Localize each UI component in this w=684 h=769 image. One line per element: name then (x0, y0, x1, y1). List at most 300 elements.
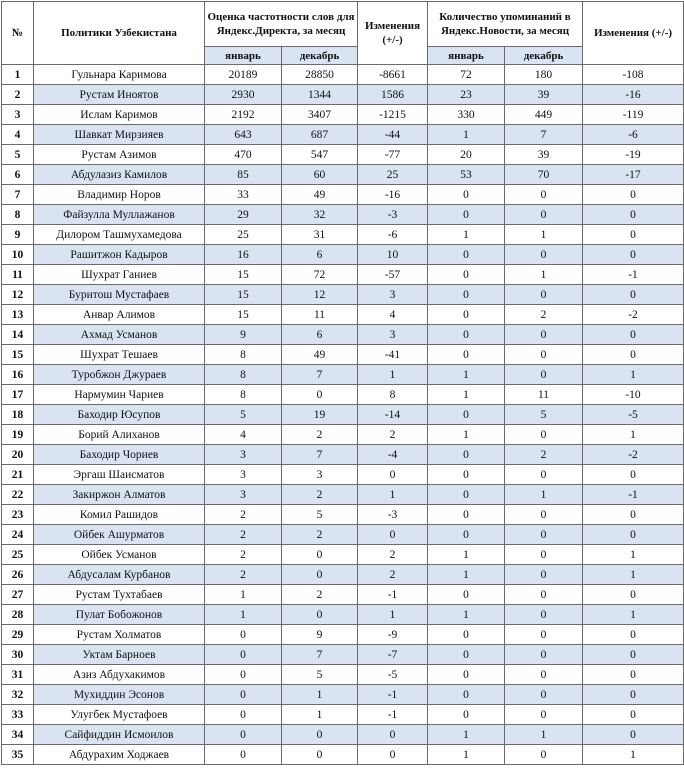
cell-news-january: 1 (428, 125, 505, 145)
cell-direct-january: 3 (205, 445, 282, 465)
cell-direct-change: 0 (358, 525, 428, 545)
cell-direct-december: 72 (282, 265, 358, 285)
cell-news-january: 72 (428, 65, 505, 85)
cell-news-change: 1 (583, 545, 684, 565)
cell-news-change: 0 (583, 345, 684, 365)
cell-name: Баходир Юсупов (34, 405, 205, 425)
cell-direct-january: 15 (205, 265, 282, 285)
table-row (2, 525, 684, 545)
cell-news-january: 1 (428, 365, 505, 385)
table-row (2, 645, 684, 665)
cell-direct-change: 1 (358, 485, 428, 505)
table-row (2, 285, 684, 305)
cell-number: 6 (2, 165, 34, 185)
cell-name: Нармумин Чариев (34, 385, 205, 405)
cell-news-change: 0 (583, 625, 684, 645)
cell-news-december: 0 (505, 625, 583, 645)
cell-direct-december: 547 (282, 145, 358, 165)
cell-direct-change: -4 (358, 445, 428, 465)
cell-news-january: 23 (428, 85, 505, 105)
cell-direct-change: -1 (358, 585, 428, 605)
table-row (2, 265, 684, 285)
cell-number: 3 (2, 105, 34, 125)
cell-direct-december: 2 (282, 425, 358, 445)
cell-number: 5 (2, 145, 34, 165)
table-row (2, 665, 684, 685)
cell-name: Файзулла Муллажанов (34, 205, 205, 225)
cell-direct-january: 25 (205, 225, 282, 245)
cell-direct-change: -3 (358, 205, 428, 225)
cell-number: 28 (2, 605, 34, 625)
cell-direct-january: 643 (205, 125, 282, 145)
header-change-news: Изменения (+/-) (583, 2, 684, 65)
cell-direct-change: -57 (358, 265, 428, 285)
cell-news-december: 1 (505, 265, 583, 285)
header-number: № (2, 2, 34, 65)
cell-direct-december: 0 (282, 545, 358, 565)
cell-number: 31 (2, 665, 34, 685)
cell-name: Закиржон Алматов (34, 485, 205, 505)
cell-number: 8 (2, 205, 34, 225)
cell-direct-december: 3407 (282, 105, 358, 125)
cell-direct-december: 6 (282, 245, 358, 265)
table-row (2, 465, 684, 485)
cell-news-change: 1 (583, 745, 684, 765)
cell-direct-change: -16 (358, 185, 428, 205)
cell-news-january: 0 (428, 205, 505, 225)
cell-news-january: 1 (428, 725, 505, 745)
cell-direct-december: 12 (282, 285, 358, 305)
cell-number: 1 (2, 65, 34, 85)
cell-news-change: 0 (583, 665, 684, 685)
cell-name: Рустам Холматов (34, 625, 205, 645)
cell-news-december: 5 (505, 405, 583, 425)
cell-news-january: 0 (428, 525, 505, 545)
cell-direct-january: 5 (205, 405, 282, 425)
cell-news-january: 0 (428, 185, 505, 205)
table-row (2, 385, 684, 405)
table-row (2, 545, 684, 565)
table-row (2, 345, 684, 365)
cell-name: Рустам Тухтабаев (34, 585, 205, 605)
cell-news-december: 7 (505, 125, 583, 145)
cell-direct-january: 2192 (205, 105, 282, 125)
cell-news-change: 0 (583, 245, 684, 265)
cell-direct-december: 5 (282, 665, 358, 685)
table-row (2, 145, 684, 165)
cell-direct-december: 3 (282, 465, 358, 485)
table-row (2, 585, 684, 605)
cell-direct-change: 25 (358, 165, 428, 185)
cell-news-december: 0 (505, 345, 583, 365)
cell-news-january: 1 (428, 745, 505, 765)
cell-news-january: 330 (428, 105, 505, 125)
cell-news-january: 0 (428, 445, 505, 465)
cell-direct-change: -14 (358, 405, 428, 425)
cell-direct-december: 60 (282, 165, 358, 185)
cell-news-change: 1 (583, 425, 684, 445)
cell-direct-december: 0 (282, 725, 358, 745)
cell-number: 11 (2, 265, 34, 285)
cell-direct-january: 0 (205, 725, 282, 745)
cell-news-december: 449 (505, 105, 583, 125)
cell-direct-december: 2 (282, 585, 358, 605)
cell-number: 9 (2, 225, 34, 245)
table-row (2, 745, 684, 765)
cell-news-january: 0 (428, 485, 505, 505)
cell-direct-change: 0 (358, 725, 428, 745)
cell-news-december: 0 (505, 565, 583, 585)
cell-name: Абдусалам Курбанов (34, 565, 205, 585)
cell-news-december: 0 (505, 705, 583, 725)
cell-direct-december: 49 (282, 345, 358, 365)
cell-news-january: 1 (428, 605, 505, 625)
cell-news-change: 0 (583, 285, 684, 305)
cell-number: 17 (2, 385, 34, 405)
cell-news-december: 11 (505, 385, 583, 405)
cell-number: 10 (2, 245, 34, 265)
header-yandex-direct: Оценка частотности слов для Яндекс.Директа, за месяц (205, 2, 358, 47)
cell-news-january: 0 (428, 645, 505, 665)
table-row (2, 425, 684, 445)
cell-news-december: 0 (505, 365, 583, 385)
cell-name: Абдурахим Ходжаев (34, 745, 205, 765)
cell-number: 23 (2, 505, 34, 525)
cell-name: Сайфиддин Исмоилов (34, 725, 205, 745)
cell-direct-december: 0 (282, 745, 358, 765)
cell-direct-december: 2 (282, 485, 358, 505)
cell-name: Туробжон Джураев (34, 365, 205, 385)
cell-direct-change: -1 (358, 705, 428, 725)
cell-news-december: 0 (505, 425, 583, 445)
cell-direct-december: 1 (282, 685, 358, 705)
cell-direct-change: -5 (358, 665, 428, 685)
cell-number: 35 (2, 745, 34, 765)
cell-direct-change: -7 (358, 645, 428, 665)
cell-name: Анвар Алимов (34, 305, 205, 325)
cell-news-january: 1 (428, 225, 505, 245)
cell-news-change: 0 (583, 465, 684, 485)
cell-number: 15 (2, 345, 34, 365)
cell-name: Владимир Норов (34, 185, 205, 205)
cell-name: Абдулазиз Камилов (34, 165, 205, 185)
cell-number: 2 (2, 85, 34, 105)
cell-direct-december: 1344 (282, 85, 358, 105)
politicians-table (1, 1, 684, 765)
cell-direct-january: 8 (205, 365, 282, 385)
cell-news-december: 0 (505, 585, 583, 605)
cell-direct-january: 15 (205, 305, 282, 325)
cell-direct-change: 3 (358, 285, 428, 305)
cell-name: Улугбек Мустафоев (34, 705, 205, 725)
cell-news-december: 1 (505, 725, 583, 745)
cell-direct-january: 0 (205, 705, 282, 725)
cell-direct-january: 2 (205, 545, 282, 565)
table-row (2, 205, 684, 225)
cell-direct-january: 0 (205, 645, 282, 665)
cell-news-december: 70 (505, 165, 583, 185)
cell-news-december: 0 (505, 185, 583, 205)
cell-news-change: 0 (583, 185, 684, 205)
cell-direct-change: 4 (358, 305, 428, 325)
cell-direct-december: 0 (282, 605, 358, 625)
cell-direct-change: -3 (358, 505, 428, 525)
cell-number: 26 (2, 565, 34, 585)
cell-direct-december: 19 (282, 405, 358, 425)
cell-number: 18 (2, 405, 34, 425)
table-row (2, 225, 684, 245)
cell-news-change: 0 (583, 505, 684, 525)
cell-news-december: 39 (505, 85, 583, 105)
cell-news-december: 0 (505, 285, 583, 305)
cell-news-january: 0 (428, 325, 505, 345)
cell-direct-change: -6 (358, 225, 428, 245)
cell-direct-january: 29 (205, 205, 282, 225)
cell-direct-december: 0 (282, 565, 358, 585)
cell-direct-change: -77 (358, 145, 428, 165)
cell-direct-change: 0 (358, 745, 428, 765)
cell-news-change: -5 (583, 405, 684, 425)
cell-direct-january: 2 (205, 565, 282, 585)
cell-news-december: 0 (505, 665, 583, 685)
cell-news-change: 0 (583, 585, 684, 605)
table-row (2, 605, 684, 625)
cell-number: 22 (2, 485, 34, 505)
cell-news-january: 0 (428, 345, 505, 365)
cell-number: 21 (2, 465, 34, 485)
cell-direct-january: 0 (205, 745, 282, 765)
cell-news-change: -2 (583, 305, 684, 325)
cell-direct-january: 8 (205, 345, 282, 365)
cell-direct-december: 7 (282, 365, 358, 385)
cell-news-december: 1 (505, 485, 583, 505)
table-row (2, 245, 684, 265)
cell-direct-december: 49 (282, 185, 358, 205)
cell-direct-change: -9 (358, 625, 428, 645)
cell-direct-january: 9 (205, 325, 282, 345)
cell-news-december: 1 (505, 225, 583, 245)
cell-news-december: 39 (505, 145, 583, 165)
cell-number: 25 (2, 545, 34, 565)
header-politicians: Политики Узбекистана (34, 2, 205, 65)
cell-direct-change: 2 (358, 425, 428, 445)
table-row (2, 165, 684, 185)
cell-news-january: 0 (428, 305, 505, 325)
cell-news-january: 1 (428, 545, 505, 565)
cell-direct-change: -41 (358, 345, 428, 365)
cell-name: Рустам Азимов (34, 145, 205, 165)
cell-direct-december: 28850 (282, 65, 358, 85)
cell-direct-change: 8 (358, 385, 428, 405)
cell-name: Пулат Бобожонов (34, 605, 205, 625)
table-row (2, 85, 684, 105)
cell-news-january: 0 (428, 685, 505, 705)
cell-name: Ойбек Ашурматов (34, 525, 205, 545)
cell-direct-december: 7 (282, 445, 358, 465)
cell-direct-december: 11 (282, 305, 358, 325)
table-row (2, 505, 684, 525)
cell-name: Дилором Ташмухамедова (34, 225, 205, 245)
cell-news-change: 0 (583, 725, 684, 745)
cell-news-change: 0 (583, 705, 684, 725)
cell-direct-january: 3 (205, 465, 282, 485)
cell-news-change: 0 (583, 225, 684, 245)
cell-direct-change: 2 (358, 565, 428, 585)
cell-name: Борий Алиханов (34, 425, 205, 445)
cell-direct-change: 10 (358, 245, 428, 265)
cell-name: Шавкат Мирзияев (34, 125, 205, 145)
cell-direct-january: 4 (205, 425, 282, 445)
cell-news-december: 0 (505, 605, 583, 625)
table-row (2, 105, 684, 125)
cell-direct-change: 0 (358, 465, 428, 485)
table-row (2, 185, 684, 205)
cell-direct-change: -44 (358, 125, 428, 145)
cell-direct-january: 2 (205, 525, 282, 545)
table-row (2, 365, 684, 385)
cell-number: 13 (2, 305, 34, 325)
cell-news-december: 180 (505, 65, 583, 85)
cell-number: 34 (2, 725, 34, 745)
cell-news-january: 0 (428, 625, 505, 645)
cell-news-january: 0 (428, 665, 505, 685)
cell-number: 7 (2, 185, 34, 205)
cell-direct-january: 8 (205, 385, 282, 405)
cell-news-january: 0 (428, 585, 505, 605)
cell-news-december: 0 (505, 525, 583, 545)
cell-direct-december: 9 (282, 625, 358, 645)
cell-news-change: -17 (583, 165, 684, 185)
cell-news-change: 0 (583, 685, 684, 705)
cell-news-december: 0 (505, 685, 583, 705)
cell-number: 16 (2, 365, 34, 385)
cell-number: 12 (2, 285, 34, 305)
cell-news-change: -6 (583, 125, 684, 145)
table-row (2, 705, 684, 725)
cell-news-change: -119 (583, 105, 684, 125)
cell-number: 29 (2, 625, 34, 645)
cell-direct-january: 1 (205, 605, 282, 625)
cell-direct-january: 0 (205, 685, 282, 705)
cell-news-change: 0 (583, 205, 684, 225)
cell-name: Комил Рашидов (34, 505, 205, 525)
cell-direct-january: 0 (205, 625, 282, 645)
cell-news-december: 0 (505, 205, 583, 225)
cell-name: Шухрат Ганиев (34, 265, 205, 285)
cell-direct-change: -1215 (358, 105, 428, 125)
cell-number: 20 (2, 445, 34, 465)
cell-news-change: -1 (583, 485, 684, 505)
cell-news-january: 0 (428, 265, 505, 285)
cell-direct-december: 5 (282, 505, 358, 525)
cell-news-change: -19 (583, 145, 684, 165)
cell-name: Шухрат Тешаев (34, 345, 205, 365)
cell-direct-january: 1 (205, 585, 282, 605)
cell-name: Рустам Иноятов (34, 85, 205, 105)
cell-direct-change: 2 (358, 545, 428, 565)
cell-number: 19 (2, 425, 34, 445)
table-row (2, 65, 684, 85)
header-yandex-news: Количество упоминаний в Яндекс.Новости, за месяц (428, 2, 583, 47)
header-january-direct: январь (205, 47, 282, 65)
cell-news-change: -108 (583, 65, 684, 85)
cell-direct-january: 16 (205, 245, 282, 265)
cell-direct-december: 6 (282, 325, 358, 345)
table-row (2, 485, 684, 505)
cell-news-change: 1 (583, 565, 684, 585)
cell-news-december: 0 (505, 745, 583, 765)
table-row (2, 565, 684, 585)
cell-news-december: 0 (505, 465, 583, 485)
cell-news-change: 1 (583, 605, 684, 625)
table-row (2, 445, 684, 465)
cell-direct-change: 1586 (358, 85, 428, 105)
cell-news-december: 0 (505, 505, 583, 525)
cell-news-change: -1 (583, 265, 684, 285)
table-row (2, 125, 684, 145)
cell-news-january: 0 (428, 245, 505, 265)
cell-number: 32 (2, 685, 34, 705)
cell-direct-december: 31 (282, 225, 358, 245)
cell-direct-january: 85 (205, 165, 282, 185)
table-body (2, 65, 684, 765)
cell-direct-change: 1 (358, 605, 428, 625)
cell-direct-change: 1 (358, 365, 428, 385)
cell-name: Гульнара Каримова (34, 65, 205, 85)
table-row (2, 405, 684, 425)
cell-news-change: 0 (583, 325, 684, 345)
cell-news-change: 1 (583, 365, 684, 385)
table-row (2, 685, 684, 705)
header-january-news: январь (428, 47, 505, 65)
table-row (2, 625, 684, 645)
header-december-direct: декабрь (282, 47, 358, 65)
cell-name: Эргаш Шаисматов (34, 465, 205, 485)
cell-name: Рашитжон Кадыров (34, 245, 205, 265)
cell-direct-december: 1 (282, 705, 358, 725)
cell-direct-january: 0 (205, 665, 282, 685)
cell-direct-december: 7 (282, 645, 358, 665)
cell-news-december: 2 (505, 305, 583, 325)
cell-name: Ойбек Усманов (34, 545, 205, 565)
cell-direct-january: 20189 (205, 65, 282, 85)
cell-direct-january: 2930 (205, 85, 282, 105)
cell-direct-december: 0 (282, 385, 358, 405)
cell-name: Ахмад Усманов (34, 325, 205, 345)
table-row (2, 305, 684, 325)
header-change-direct: Изменения (+/-) (358, 2, 428, 65)
cell-number: 4 (2, 125, 34, 145)
cell-news-december: 0 (505, 645, 583, 665)
cell-news-change: -10 (583, 385, 684, 405)
cell-direct-january: 15 (205, 285, 282, 305)
cell-direct-change: -8661 (358, 65, 428, 85)
cell-name: Буритош Мустафаев (34, 285, 205, 305)
cell-news-january: 0 (428, 285, 505, 305)
cell-number: 33 (2, 705, 34, 725)
cell-name: Мухиддин Эсонов (34, 685, 205, 705)
cell-news-december: 0 (505, 325, 583, 345)
cell-direct-change: 3 (358, 325, 428, 345)
cell-news-january: 0 (428, 405, 505, 425)
cell-direct-change: -1 (358, 685, 428, 705)
cell-name: Ислам Каримов (34, 105, 205, 125)
cell-direct-january: 2 (205, 505, 282, 525)
cell-direct-december: 687 (282, 125, 358, 145)
cell-number: 24 (2, 525, 34, 545)
cell-news-change: 0 (583, 645, 684, 665)
cell-news-january: 0 (428, 465, 505, 485)
